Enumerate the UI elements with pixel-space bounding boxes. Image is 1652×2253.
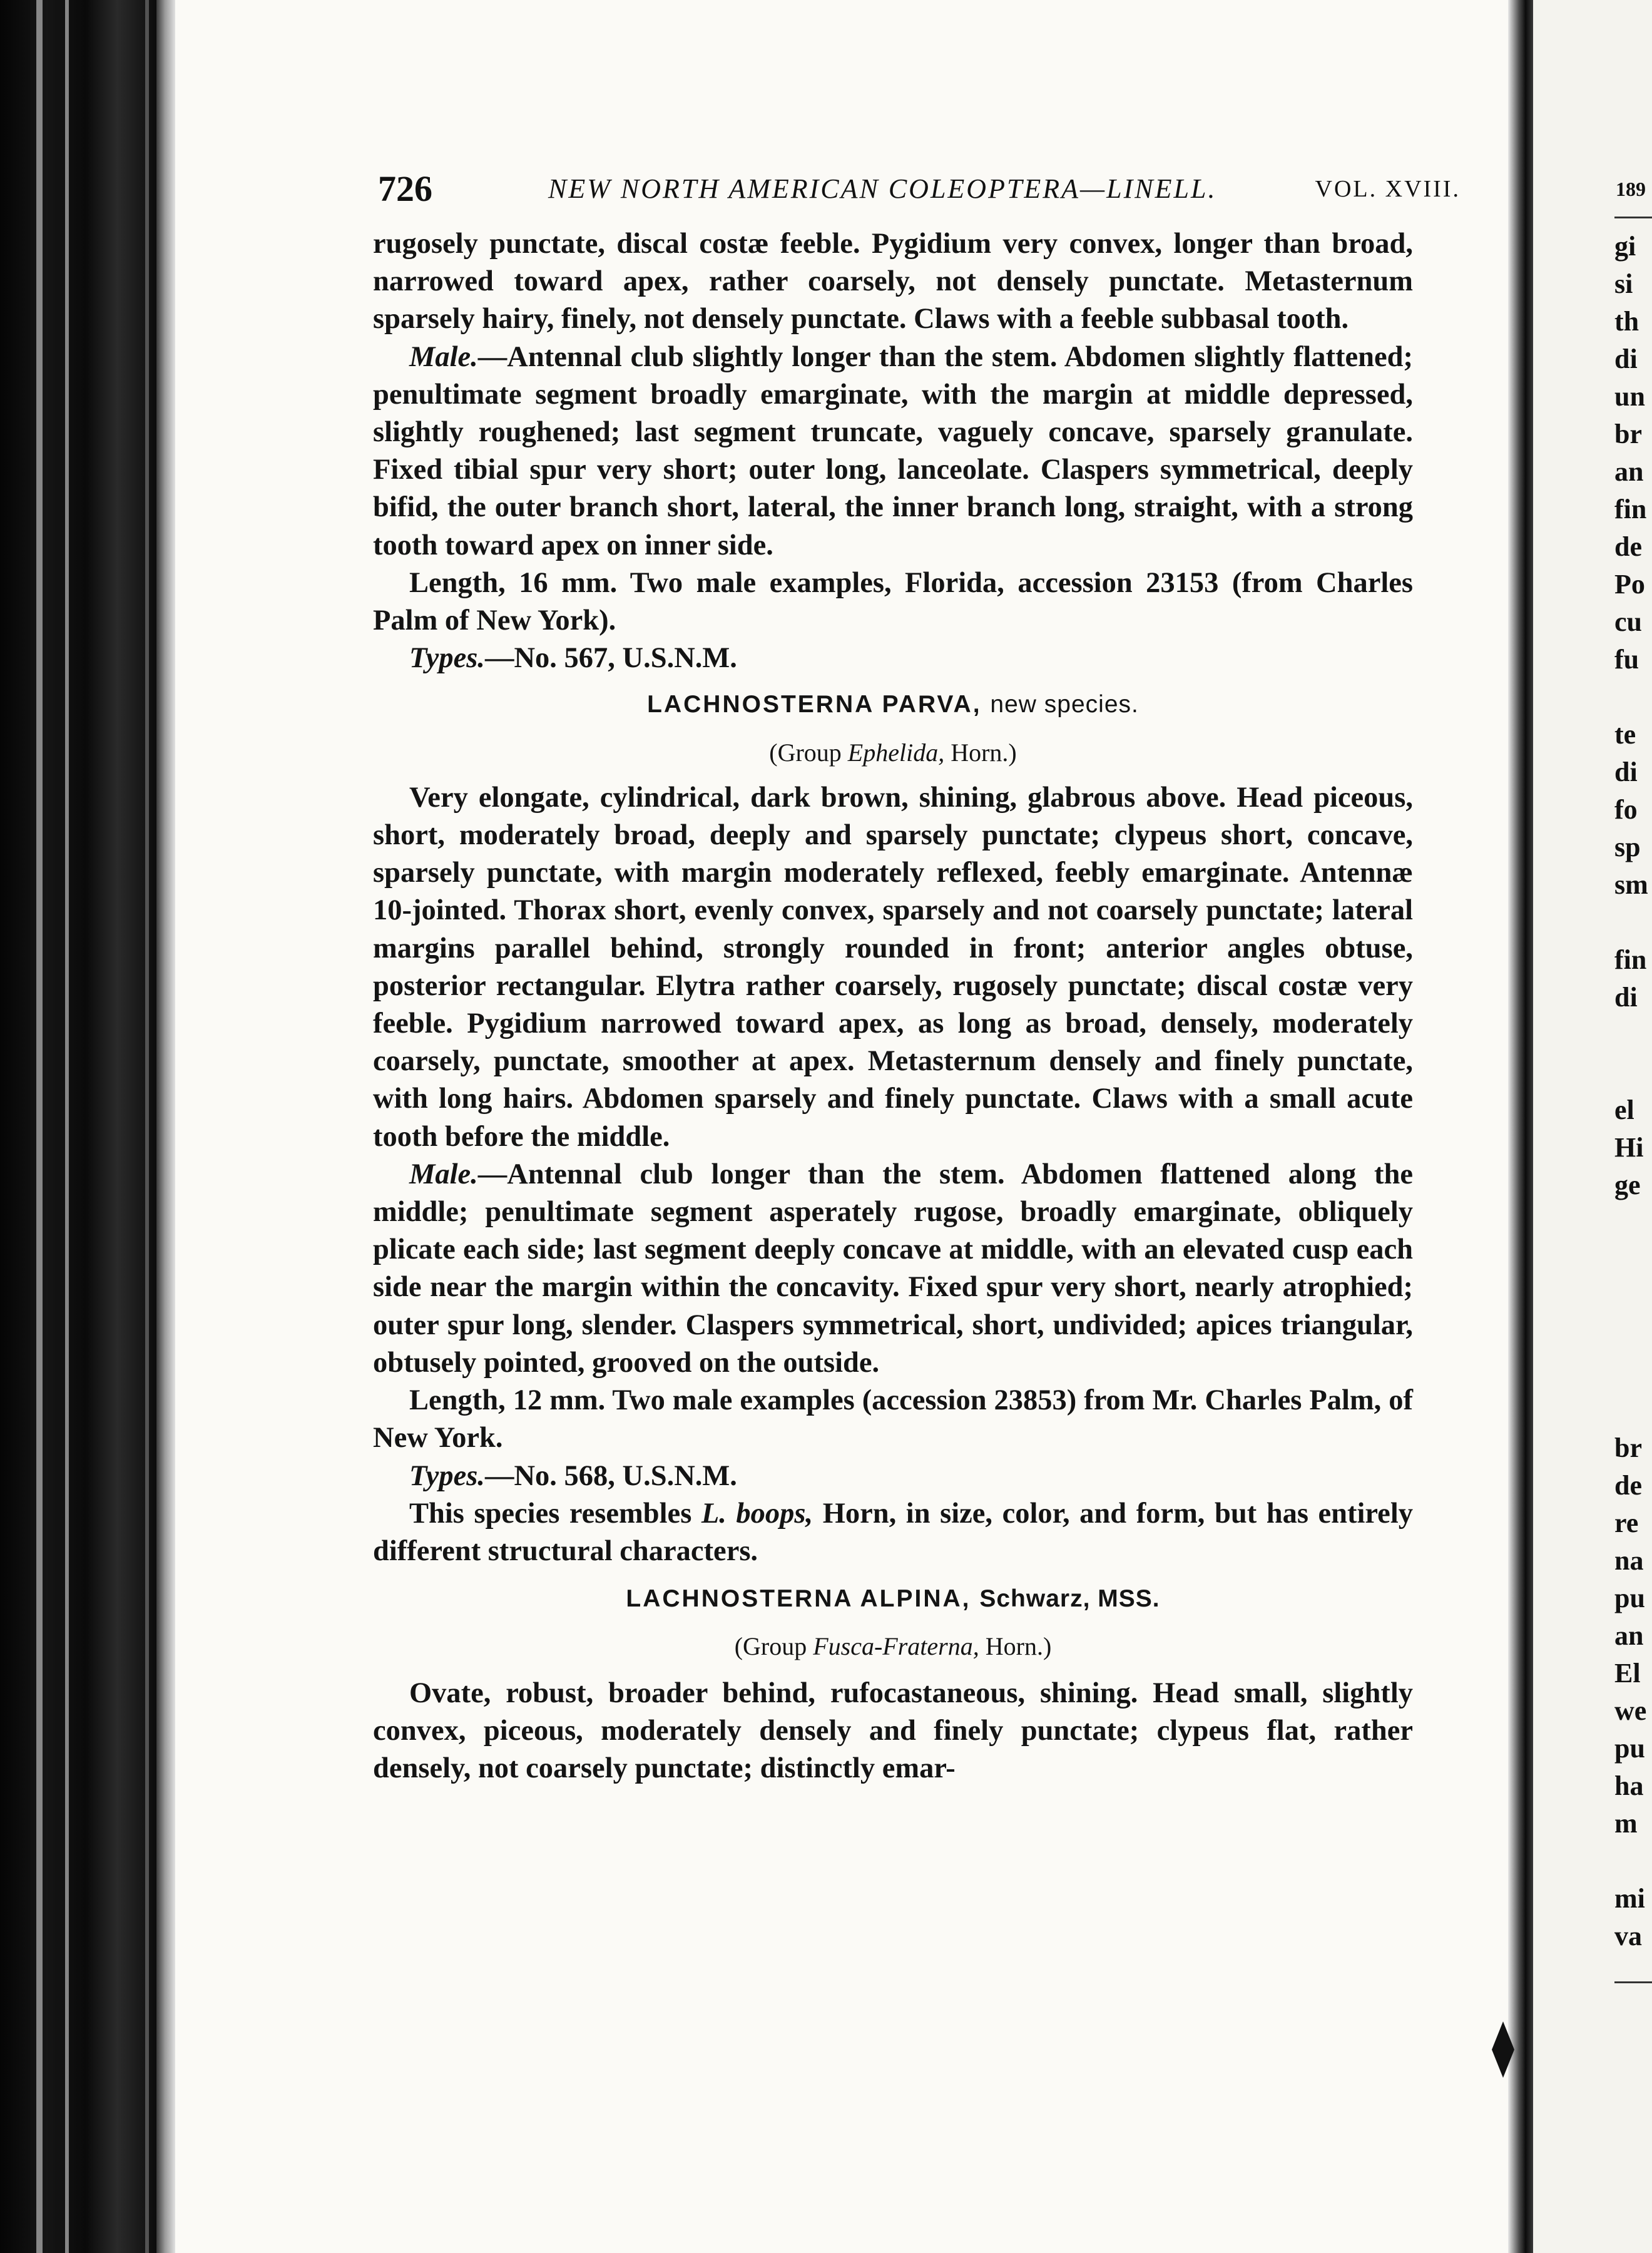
facing-line: mi (1614, 1883, 1645, 1914)
male-text: —Antennal club longer than the stem. Abdomen flattened along the middle; penultimate segment asperately rugose, broadly emarginate, obliquely plicate each side; last segment deeply concave at middle, with an elevated cusp each side near the margin within the concavity. Fixed spur very short, nearly atrophied; outer spur long, slender. Claspers symmetrical, short, undivided; apices triangular, obtusely pointed, grooved on the outside. (373, 1158, 1413, 1379)
facing-line: gi (1614, 231, 1636, 262)
facing-line: br (1614, 1433, 1642, 1463)
description-continued: rugosely punctate, discal costæ feeble. Pygidium very convex, longer than broad, narrowed toward apex, rather coarsely, not densely punctate. Metasternum sparsely hairy, finely, not densely punctate. Claws with a feeble subbasal tooth. (373, 228, 1413, 335)
facing-line: el (1614, 1095, 1634, 1125)
page-edge (156, 0, 178, 2253)
facing-line: m (1614, 1808, 1638, 1839)
male-label: Male. (409, 1158, 478, 1190)
page-number: 726 (378, 168, 432, 209)
facing-line: an (1614, 456, 1644, 487)
running-title: NEW NORTH AMERICAN COLEOPTERA—LINELL. (548, 173, 1217, 204)
facing-line: na (1614, 1545, 1644, 1576)
types-text: —No. 567, U.S.N.M. (484, 642, 737, 675)
facing-line: si (1614, 268, 1633, 299)
facing-line: we (1614, 1695, 1647, 1726)
species-title-suffix: new species. (990, 691, 1139, 718)
facing-line: un (1614, 381, 1645, 412)
remarks-paragraph: This species resembles L. boops, Horn, in size, color, and form, but has entirely different structural characters. (373, 1497, 1413, 1567)
facing-line: va (1614, 1921, 1642, 1951)
species-authority: Schwarz, MSS. (979, 1585, 1160, 1613)
length-paragraph: Length, 16 mm. Two male examples, Florida, accession 23153 (from Charles Palm of New York). (373, 566, 1413, 637)
facing-line: th (1614, 306, 1639, 337)
male-label: Male. (409, 340, 478, 373)
facing-line: fu (1614, 644, 1639, 675)
species-reference: L. boops, (701, 1497, 813, 1530)
types-paragraph (373, 1458, 1413, 1495)
types-label: Types. (409, 1459, 485, 1492)
page-gutter (1508, 0, 1533, 2253)
article-body (373, 225, 1413, 1787)
facing-line: pu (1614, 1583, 1645, 1613)
facing-line: te (1614, 719, 1636, 750)
facing-line: an (1614, 1620, 1644, 1651)
facing-line: br (1614, 419, 1642, 449)
facing-line: Hi (1614, 1132, 1644, 1163)
facing-line: fin (1614, 494, 1647, 524)
facing-line: sp (1614, 832, 1641, 862)
male-paragraph (373, 339, 1413, 565)
facing-line: di (1614, 344, 1638, 374)
facing-line: cu (1614, 606, 1642, 637)
male-text: —Antennal club slightly longer than the stem. Abdomen slightly flattened; penultimate segment broadly emarginate, with the margin at middle depressed, slightly roughened; last segment truncate, vaguely concave, sparsely granulate. Fixed tibial spur very short; outer long, lanceolate. Claspers symmetrical, deeply bifid, the outer branch short, lateral, the inner branch long, straight, with a strong tooth toward apex on inner side. (373, 340, 1413, 561)
facing-line: re (1614, 1508, 1639, 1538)
facing-line: fo (1614, 794, 1638, 825)
types-text: —No. 568, U.S.N.M. (484, 1459, 737, 1492)
group-label: (Group Fusca-Fraterna, Horn.) (734, 1632, 1052, 1661)
facing-line: fin (1614, 944, 1647, 975)
group-label: (Group Ephelida, Horn.) (769, 738, 1017, 767)
facing-line: ha (1614, 1770, 1644, 1801)
facing-rule (1614, 217, 1652, 218)
species-title: LACHNOSTERNA PARVA, (647, 691, 982, 718)
facing-line: di (1614, 982, 1638, 1013)
facing-line: El (1614, 1658, 1641, 1688)
group-name: Ephelida, (847, 738, 945, 767)
book-binding (0, 0, 156, 2253)
facing-line: ge (1614, 1170, 1641, 1200)
male-paragraph (373, 1156, 1413, 1382)
facing-line: sm (1614, 869, 1648, 900)
species-title: LACHNOSTERNA ALPINA, (626, 1585, 971, 1613)
facing-line: pu (1614, 1733, 1645, 1764)
facing-line: Po (1614, 569, 1645, 600)
species-description: Ovate, robust, broader behind, rufocastaneous, shining. Head small, slightly convex, piceous, moderately densely and finely punctate; clypeus flat, rather densely, not coarsely punctate; distinctly emar- (373, 1677, 1413, 1784)
species-heading-alpina (373, 1580, 1413, 1618)
facing-page (1533, 0, 1652, 2253)
species-description: Very elongate, cylindrical, dark brown, shining, glabrous above. Head piceous, short, moderately broad, deeply and sparsely punctate; clypeus short, concave, sparsely punctate, with margin moderately reflexed, feebly emarginate. Antennæ 10-jointed. Thorax short, evenly convex, sparsely and not coarsely punctate; lateral margins parallel behind, strongly rounded in front; anterior angles obtuse, posterior rectangular. Elytra rather coarsely, rugosely punctate; discal costæ very feeble. Pygidium narrowed toward apex, as long as broad, densely, moderately coarsely, punctate, smoother at apex. Metasternum densely and finely punctate, with long hairs. Abdomen sparsely and finely punctate. Claws with a small acute tooth before the middle. (373, 781, 1413, 1153)
group-name: Fusca-Fraterna, (813, 1632, 979, 1661)
volume-label: VOL. XVIII. (1315, 176, 1461, 202)
types-label: Types. (409, 642, 485, 675)
facing-rule (1614, 1981, 1652, 1983)
running-header (378, 168, 1461, 212)
facing-line: de (1614, 1470, 1642, 1501)
length-paragraph: Length, 12 mm. Two male examples (accession 23853) from Mr. Charles Palm, of New York. (373, 1384, 1413, 1454)
facing-page-number: 189 (1616, 178, 1646, 200)
species-heading-parva (373, 686, 1413, 723)
facing-line: de (1614, 531, 1642, 562)
facing-line: di (1614, 757, 1638, 787)
types-paragraph (373, 640, 1413, 677)
